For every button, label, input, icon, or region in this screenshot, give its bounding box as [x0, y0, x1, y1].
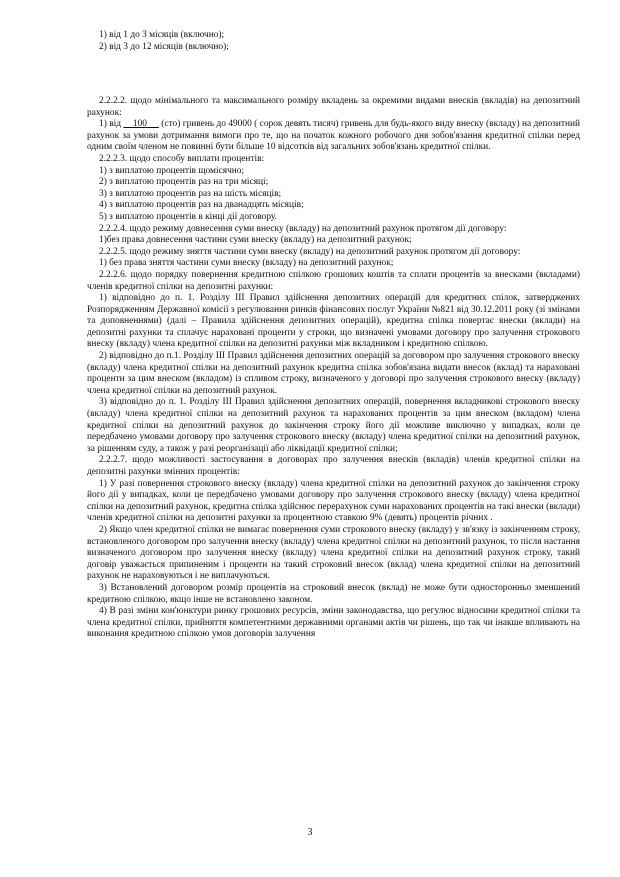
section-2-2-2-6-item-3: 3) відповідно до п. 1. Розділу ІІІ Правил здійснення депозитних операцій, повернення вкладникові строкового внеску (вкладу) члена кредитної спілки на депозитний рахунок та нарахованих процентів за цим внеском (вкладом) члена кредитної спілки на депозитний рахунок до закінчення строку його дії можливе виключно у випадках, коли це передбачено умовами договору про залучення строкового внеску (вкладу) члена кредитної спілки на депозитний рахунок, за рішенням суду, а також у разі реорганізації або ліквідації кредитної спілки; [87, 397, 580, 454]
section-2-2-2-2-heading: 2.2.2.2. щодо мінімального та максимального розміру вкладень за окремими видами внесків (вкладів) на депозитний рахунок: [87, 96, 580, 118]
payment-option-2: 2) з виплатою процентів раз на три місяці; [99, 177, 269, 188]
section-2-2-2-5-item-1: 1) без права зняття частини суми внеску (вкладу) на депозитний рахунок; [99, 258, 394, 269]
page-number: 3 [307, 827, 313, 838]
document-body [87, 96, 580, 641]
term-item-2: 2) від 3 до 12 місяців (включно); [99, 42, 229, 52]
section-2-2-2-7-item-3: 3) Встановлений договором розмір процентів на строковий внесок (вклад) не може бути односторонньо зменшений кредитною спілкою, якщо інше не встановлено законом. [87, 582, 580, 605]
section-2-2-2-6-item-2: 2) відповідно до п.1. Розділу ІІІ Правил здійснення депозитних операцій за договором про залучення строкового внеску (вкладу) члена кредитної спілки на депозитний рахунок кредитна спілка зобов'язана видати внесок (вклад) та нараховані проценти за цим внеском (вкладом) із спливом строку, визначеного у договорі про залучення строкового внеску (вкладу) члена кредитної спілки на депозитний рахунок. [87, 351, 580, 396]
minimum-amount-value: 100 [123, 119, 159, 130]
section-2-2-2-3-heading: 2.2.2.3. щодо способу виплати процентів: [99, 153, 265, 164]
section-2-2-2-7-item-4: 4) В разі зміни кон'юнктури ринку грошових ресурсів, зміни законодавства, що регулює відносини кредитної спілки та члена кредитної спілки, прийняття компетентними державними органами актів чи рішень, що так чи інакше впливають на виконання кредитною спілкою умов договорів залучення [87, 606, 580, 640]
section-2-2-2-5-heading: 2.2.2.5. щодо режиму зняття частини суми внеску (вкладу) на депозитний рахунок протягом дії договору: [99, 246, 521, 257]
section-2-2-2-2-item-1: 1) від 100 (сто) гривень до 49000 ( сорок девять тисяч) гривень для будь-якого виду внеску (вкладу) на депозитний рахунок за умови дотримання вимоги про те, що на початок кожного робочого дня зобов'язання кредитної спілки перед одним своїм членом не повинні бути більше 10 відсотків від загальних зобов'язань кредитної спілки. [87, 119, 581, 153]
payment-option-4: 4) з виплатою процентів раз на дванадцять місяців; [99, 200, 304, 211]
section-2-2-2-6-item-1: 1) відповідно до п. 1. Розділу ІІІ Правил здійснення депозитних операцій для кредитних спілок, затверджених Розпорядженням Державної комісії з регулювання ринків фінансових послуг України №821 від 30.12.2011 року (зі змінами та доповненнями) (далі – Правила здійснення депозитних операцій), кредитна спілка повертає внески (вклади) на депозитні рахунки та сплачує нараховані проценти у строки, що визначені умовами договору про залучення строкового внеску (вкладу) члена кредитної спілки на депозитні рахунки між вкладником і кредитною спілкою. [87, 293, 580, 350]
section-2-2-2-6-heading: 2.2.2.6. щодо порядку повернення кредитною спілкою грошових коштів та сплати процентів за внесками (вкладами) членів кредитної спілки на депозитні рахунки: [87, 269, 580, 292]
section-2-2-2-4-heading: 2.2.2.4. щодо режиму довнесення суми внеску (вкладу) на депозитний рахунок протягом дії договору: [99, 223, 507, 234]
section-2-2-2-4-item-1: 1)без права довнесення частини суми внеску (вкладу) на депозитний рахунок; [99, 235, 412, 246]
payment-option-5: 5) з виплатою процентів в кінці дії договору. [99, 211, 278, 222]
section-2-2-2-7-item-1: 1) У разі повернення строкового внеску (вкладу) члена кредитної спілки на депозитний рахунок до закінчення строку його дії у випадках, коли це передбачено умовами договору про залучення строкового внеску (вкладу) члена кредитної спілки на депозитний рахунок, кредитна спілка здійснює перерахунок суми нарахованих процентів на такі внески (вклади) членів кредитної спілки на депозитні рахунки за процентною ставкою 9% (девять) процентів річних . [87, 478, 580, 524]
payment-option-3: 3) з виплатою процентів раз на шість місяців; [99, 188, 282, 199]
section-2-2-2-7-item-2: 2) Якщо член кредитної спілки не вимагає повернення суми строкового внеску (вкладу) у зв'язку із закінченням строку, встановленого договором про залучення внеску (вкладу) члена кредитної спілки на депозитний рахунок, то після настання визначеного договором про залучення внеску (вкладу) члена кредитної спілки на депозитний рахунок строку, такий договір уважається припиненим і проценти на такий строковий внесок (вклад) члена кредитної спілки на депозитний рахунок не нараховуються і не виплачуються. [87, 524, 580, 582]
section-2-2-2-7-heading: 2.2.2.7. щодо можливості застосування в договорах про залучення внесків (вкладів) членів кредитної спілки на депозитні рахунки змінних процентів: [87, 455, 580, 477]
term-item-1: 1) від 1 до 3 місяців (включно); [99, 30, 225, 40]
payment-option-1: 1) з виплатою процентів щомісячно; [99, 165, 245, 176]
